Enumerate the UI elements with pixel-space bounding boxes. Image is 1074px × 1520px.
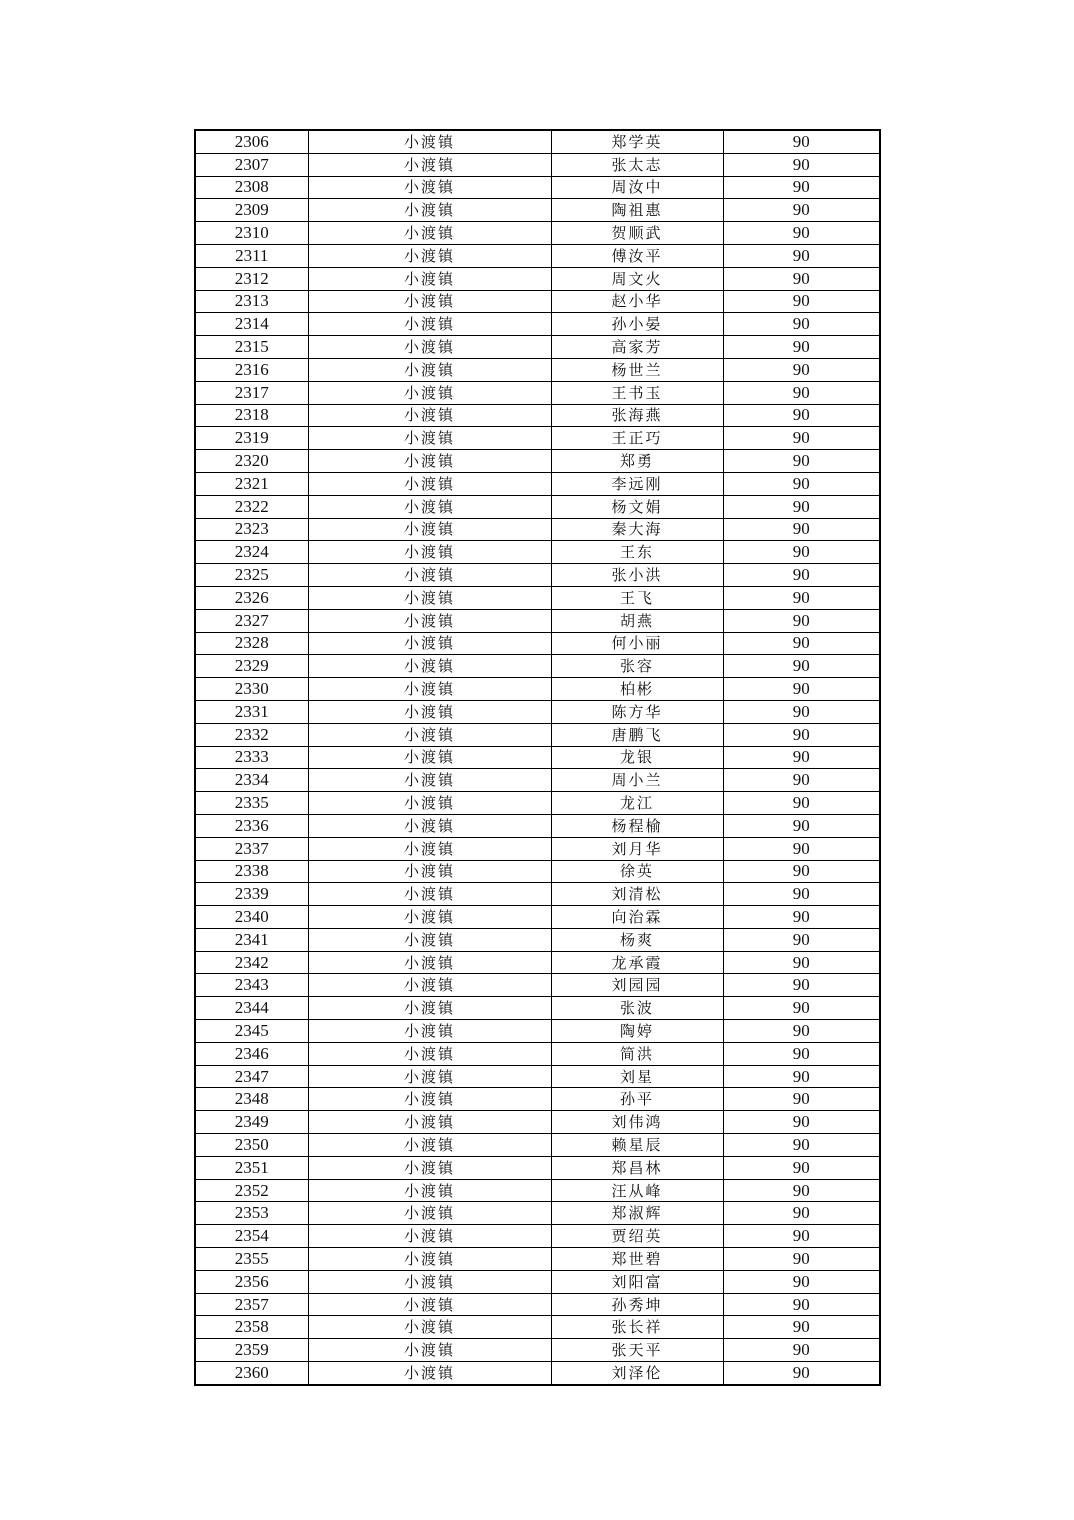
table-row (195, 951, 880, 974)
table-row (195, 1088, 880, 1111)
row-number-cell: 2316 (195, 358, 308, 381)
town-cell: 小渡镇 (308, 814, 551, 837)
town-cell: 小渡镇 (308, 700, 551, 723)
town-cell: 小渡镇 (308, 518, 551, 541)
town-cell: 小渡镇 (308, 723, 551, 746)
row-number-cell: 2325 (195, 564, 308, 587)
row-number-cell: 2332 (195, 723, 308, 746)
town-cell: 小渡镇 (308, 313, 551, 336)
amount-cell: 90 (723, 837, 880, 860)
table-row (195, 1065, 880, 1088)
amount-cell: 90 (723, 1065, 880, 1088)
amount-cell: 90 (723, 814, 880, 837)
town-cell: 小渡镇 (308, 1156, 551, 1179)
amount-cell: 90 (723, 1270, 880, 1293)
town-cell: 小渡镇 (308, 564, 551, 587)
town-cell: 小渡镇 (308, 336, 551, 359)
name-cell: 张长祥 (551, 1316, 723, 1339)
name-cell: 周汝中 (551, 176, 723, 199)
row-number-cell: 2319 (195, 427, 308, 450)
row-number-cell: 2327 (195, 609, 308, 632)
name-cell: 刘伟鸿 (551, 1111, 723, 1134)
table-row (195, 837, 880, 860)
table-row (195, 1339, 880, 1362)
town-cell: 小渡镇 (308, 1111, 551, 1134)
table-row (195, 586, 880, 609)
name-cell: 张小洪 (551, 564, 723, 587)
name-cell: 贺顺武 (551, 222, 723, 245)
table-row (195, 906, 880, 929)
table-row (195, 336, 880, 359)
amount-cell: 90 (723, 222, 880, 245)
town-cell: 小渡镇 (308, 450, 551, 473)
table-row (195, 609, 880, 632)
amount-cell: 90 (723, 290, 880, 313)
table-row (195, 381, 880, 404)
name-cell: 唐鹏飞 (551, 723, 723, 746)
name-cell: 张波 (551, 997, 723, 1020)
name-cell: 柏彬 (551, 678, 723, 701)
table-row (195, 1316, 880, 1339)
amount-cell: 90 (723, 1248, 880, 1271)
name-cell: 龙银 (551, 746, 723, 769)
amount-cell: 90 (723, 267, 880, 290)
town-cell: 小渡镇 (308, 837, 551, 860)
town-cell: 小渡镇 (308, 860, 551, 883)
name-cell: 刘星 (551, 1065, 723, 1088)
table-row (195, 313, 880, 336)
row-number-cell: 2315 (195, 336, 308, 359)
town-cell: 小渡镇 (308, 472, 551, 495)
amount-cell: 90 (723, 427, 880, 450)
town-cell: 小渡镇 (308, 1088, 551, 1111)
amount-cell: 90 (723, 176, 880, 199)
name-cell: 周文火 (551, 267, 723, 290)
table-row (195, 928, 880, 951)
row-number-cell: 2353 (195, 1202, 308, 1225)
name-cell: 孙平 (551, 1088, 723, 1111)
town-cell: 小渡镇 (308, 1248, 551, 1271)
table-row (195, 153, 880, 176)
town-cell: 小渡镇 (308, 358, 551, 381)
row-number-cell: 2307 (195, 153, 308, 176)
row-number-cell: 2348 (195, 1088, 308, 1111)
row-number-cell: 2343 (195, 974, 308, 997)
name-cell: 陈方华 (551, 700, 723, 723)
amount-cell: 90 (723, 586, 880, 609)
name-cell: 张太志 (551, 153, 723, 176)
table-row (195, 541, 880, 564)
town-cell: 小渡镇 (308, 267, 551, 290)
town-cell: 小渡镇 (308, 678, 551, 701)
amount-cell: 90 (723, 518, 880, 541)
town-cell: 小渡镇 (308, 1042, 551, 1065)
name-cell: 王书玉 (551, 381, 723, 404)
amount-cell: 90 (723, 1156, 880, 1179)
table-row (195, 1202, 880, 1225)
table-row (195, 655, 880, 678)
table-row (195, 1179, 880, 1202)
row-number-cell: 2334 (195, 769, 308, 792)
row-number-cell: 2321 (195, 472, 308, 495)
amount-cell: 90 (723, 997, 880, 1020)
amount-cell: 90 (723, 336, 880, 359)
name-cell: 杨爽 (551, 928, 723, 951)
amount-cell: 90 (723, 746, 880, 769)
town-cell: 小渡镇 (308, 1270, 551, 1293)
table-row (195, 1156, 880, 1179)
name-cell: 张海燕 (551, 404, 723, 427)
name-cell: 周小兰 (551, 769, 723, 792)
town-cell: 小渡镇 (308, 1134, 551, 1157)
row-number-cell: 2357 (195, 1293, 308, 1316)
name-cell: 向治霖 (551, 906, 723, 929)
row-number-cell: 2328 (195, 632, 308, 655)
amount-cell: 90 (723, 1225, 880, 1248)
table-row (195, 222, 880, 245)
table-row (195, 997, 880, 1020)
town-cell: 小渡镇 (308, 997, 551, 1020)
amount-cell: 90 (723, 153, 880, 176)
name-cell: 刘清松 (551, 883, 723, 906)
town-cell: 小渡镇 (308, 586, 551, 609)
amount-cell: 90 (723, 199, 880, 222)
name-cell: 贾绍英 (551, 1225, 723, 1248)
table-row (195, 472, 880, 495)
table-row (195, 1293, 880, 1316)
row-number-cell: 2309 (195, 199, 308, 222)
table-row (195, 974, 880, 997)
name-cell: 傅汝平 (551, 244, 723, 267)
row-number-cell: 2338 (195, 860, 308, 883)
name-cell: 龙承霞 (551, 951, 723, 974)
name-cell: 刘月华 (551, 837, 723, 860)
table-row (195, 495, 880, 518)
table-row (195, 700, 880, 723)
table-row (195, 632, 880, 655)
amount-cell: 90 (723, 678, 880, 701)
amount-cell: 90 (723, 244, 880, 267)
row-number-cell: 2314 (195, 313, 308, 336)
table-row (195, 792, 880, 815)
name-cell: 孙秀坤 (551, 1293, 723, 1316)
table-row (195, 404, 880, 427)
name-cell: 秦大海 (551, 518, 723, 541)
table-row (195, 1134, 880, 1157)
row-number-cell: 2312 (195, 267, 308, 290)
town-cell: 小渡镇 (308, 928, 551, 951)
amount-cell: 90 (723, 1179, 880, 1202)
row-number-cell: 2350 (195, 1134, 308, 1157)
row-number-cell: 2335 (195, 792, 308, 815)
name-cell: 汪从峰 (551, 1179, 723, 1202)
table-row (195, 267, 880, 290)
row-number-cell: 2360 (195, 1362, 308, 1385)
name-cell: 龙江 (551, 792, 723, 815)
town-cell: 小渡镇 (308, 1225, 551, 1248)
row-number-cell: 2317 (195, 381, 308, 404)
table-row (195, 199, 880, 222)
row-number-cell: 2336 (195, 814, 308, 837)
table-row (195, 130, 880, 153)
table-row (195, 290, 880, 313)
row-number-cell: 2324 (195, 541, 308, 564)
town-cell: 小渡镇 (308, 1362, 551, 1385)
table-row (195, 450, 880, 473)
amount-cell: 90 (723, 1202, 880, 1225)
table-row (195, 1225, 880, 1248)
amount-cell: 90 (723, 632, 880, 655)
name-cell: 赵小华 (551, 290, 723, 313)
row-number-cell: 2329 (195, 655, 308, 678)
row-number-cell: 2341 (195, 928, 308, 951)
name-cell: 高家芳 (551, 336, 723, 359)
town-cell: 小渡镇 (308, 541, 551, 564)
amount-cell: 90 (723, 313, 880, 336)
name-cell: 郑勇 (551, 450, 723, 473)
name-cell: 郑世碧 (551, 1248, 723, 1271)
town-cell: 小渡镇 (308, 906, 551, 929)
amount-cell: 90 (723, 792, 880, 815)
name-cell: 郑淑辉 (551, 1202, 723, 1225)
amount-cell: 90 (723, 609, 880, 632)
row-number-cell: 2318 (195, 404, 308, 427)
table-row (195, 564, 880, 587)
table-row (195, 860, 880, 883)
town-cell: 小渡镇 (308, 1316, 551, 1339)
name-cell: 王飞 (551, 586, 723, 609)
town-cell: 小渡镇 (308, 1293, 551, 1316)
row-number-cell: 2306 (195, 130, 308, 153)
name-cell: 简洪 (551, 1042, 723, 1065)
amount-cell: 90 (723, 1088, 880, 1111)
row-number-cell: 2345 (195, 1020, 308, 1043)
row-number-cell: 2354 (195, 1225, 308, 1248)
name-cell: 李远刚 (551, 472, 723, 495)
amount-cell: 90 (723, 381, 880, 404)
town-cell: 小渡镇 (308, 404, 551, 427)
amount-cell: 90 (723, 1362, 880, 1385)
row-number-cell: 2355 (195, 1248, 308, 1271)
row-number-cell: 2344 (195, 997, 308, 1020)
name-cell: 何小丽 (551, 632, 723, 655)
name-cell: 孙小晏 (551, 313, 723, 336)
row-number-cell: 2311 (195, 244, 308, 267)
town-cell: 小渡镇 (308, 176, 551, 199)
town-cell: 小渡镇 (308, 1065, 551, 1088)
town-cell: 小渡镇 (308, 883, 551, 906)
table-row (195, 814, 880, 837)
name-cell: 郑昌林 (551, 1156, 723, 1179)
row-number-cell: 2326 (195, 586, 308, 609)
town-cell: 小渡镇 (308, 290, 551, 313)
row-number-cell: 2358 (195, 1316, 308, 1339)
amount-cell: 90 (723, 655, 880, 678)
roster-table (194, 129, 881, 1386)
table-row (195, 1362, 880, 1385)
name-cell: 张容 (551, 655, 723, 678)
row-number-cell: 2352 (195, 1179, 308, 1202)
town-cell: 小渡镇 (308, 746, 551, 769)
table-row (195, 244, 880, 267)
amount-cell: 90 (723, 906, 880, 929)
amount-cell: 90 (723, 541, 880, 564)
amount-cell: 90 (723, 130, 880, 153)
name-cell: 杨程榆 (551, 814, 723, 837)
row-number-cell: 2342 (195, 951, 308, 974)
name-cell: 王东 (551, 541, 723, 564)
name-cell: 郑学英 (551, 130, 723, 153)
name-cell: 赖星辰 (551, 1134, 723, 1157)
table-row (195, 427, 880, 450)
row-number-cell: 2320 (195, 450, 308, 473)
table-row (195, 1111, 880, 1134)
amount-cell: 90 (723, 358, 880, 381)
town-cell: 小渡镇 (308, 153, 551, 176)
table-row (195, 678, 880, 701)
amount-cell: 90 (723, 928, 880, 951)
town-cell: 小渡镇 (308, 1020, 551, 1043)
row-number-cell: 2333 (195, 746, 308, 769)
town-cell: 小渡镇 (308, 130, 551, 153)
amount-cell: 90 (723, 1293, 880, 1316)
name-cell: 王正巧 (551, 427, 723, 450)
town-cell: 小渡镇 (308, 1179, 551, 1202)
amount-cell: 90 (723, 1111, 880, 1134)
name-cell: 徐英 (551, 860, 723, 883)
town-cell: 小渡镇 (308, 974, 551, 997)
amount-cell: 90 (723, 951, 880, 974)
amount-cell: 90 (723, 472, 880, 495)
name-cell: 杨文娟 (551, 495, 723, 518)
town-cell: 小渡镇 (308, 609, 551, 632)
row-number-cell: 2331 (195, 700, 308, 723)
name-cell: 胡燕 (551, 609, 723, 632)
town-cell: 小渡镇 (308, 381, 551, 404)
table-row (195, 1020, 880, 1043)
roster-table-body (195, 130, 880, 1385)
town-cell: 小渡镇 (308, 951, 551, 974)
table-row (195, 518, 880, 541)
row-number-cell: 2346 (195, 1042, 308, 1065)
amount-cell: 90 (723, 1020, 880, 1043)
town-cell: 小渡镇 (308, 769, 551, 792)
row-number-cell: 2339 (195, 883, 308, 906)
town-cell: 小渡镇 (308, 222, 551, 245)
table-row (195, 746, 880, 769)
table-row (195, 176, 880, 199)
name-cell: 刘泽伦 (551, 1362, 723, 1385)
row-number-cell: 2322 (195, 495, 308, 518)
town-cell: 小渡镇 (308, 1202, 551, 1225)
table-row (195, 883, 880, 906)
table-row (195, 358, 880, 381)
row-number-cell: 2313 (195, 290, 308, 313)
row-number-cell: 2330 (195, 678, 308, 701)
table-row (195, 1248, 880, 1271)
amount-cell: 90 (723, 1316, 880, 1339)
row-number-cell: 2308 (195, 176, 308, 199)
amount-cell: 90 (723, 700, 880, 723)
amount-cell: 90 (723, 1134, 880, 1157)
town-cell: 小渡镇 (308, 495, 551, 518)
amount-cell: 90 (723, 1339, 880, 1362)
table-row (195, 1042, 880, 1065)
name-cell: 刘阳富 (551, 1270, 723, 1293)
amount-cell: 90 (723, 1042, 880, 1065)
amount-cell: 90 (723, 495, 880, 518)
town-cell: 小渡镇 (308, 427, 551, 450)
table-row (195, 769, 880, 792)
town-cell: 小渡镇 (308, 1339, 551, 1362)
name-cell: 杨世兰 (551, 358, 723, 381)
name-cell: 陶祖惠 (551, 199, 723, 222)
amount-cell: 90 (723, 883, 880, 906)
row-number-cell: 2359 (195, 1339, 308, 1362)
name-cell: 陶婷 (551, 1020, 723, 1043)
table-row (195, 1270, 880, 1293)
amount-cell: 90 (723, 564, 880, 587)
row-number-cell: 2310 (195, 222, 308, 245)
row-number-cell: 2349 (195, 1111, 308, 1134)
amount-cell: 90 (723, 404, 880, 427)
row-number-cell: 2347 (195, 1065, 308, 1088)
table-row (195, 723, 880, 746)
amount-cell: 90 (723, 450, 880, 473)
amount-cell: 90 (723, 974, 880, 997)
row-number-cell: 2340 (195, 906, 308, 929)
town-cell: 小渡镇 (308, 244, 551, 267)
row-number-cell: 2356 (195, 1270, 308, 1293)
town-cell: 小渡镇 (308, 792, 551, 815)
amount-cell: 90 (723, 723, 880, 746)
town-cell: 小渡镇 (308, 632, 551, 655)
town-cell: 小渡镇 (308, 199, 551, 222)
row-number-cell: 2337 (195, 837, 308, 860)
amount-cell: 90 (723, 860, 880, 883)
name-cell: 刘园园 (551, 974, 723, 997)
name-cell: 张天平 (551, 1339, 723, 1362)
amount-cell: 90 (723, 769, 880, 792)
row-number-cell: 2351 (195, 1156, 308, 1179)
row-number-cell: 2323 (195, 518, 308, 541)
town-cell: 小渡镇 (308, 655, 551, 678)
